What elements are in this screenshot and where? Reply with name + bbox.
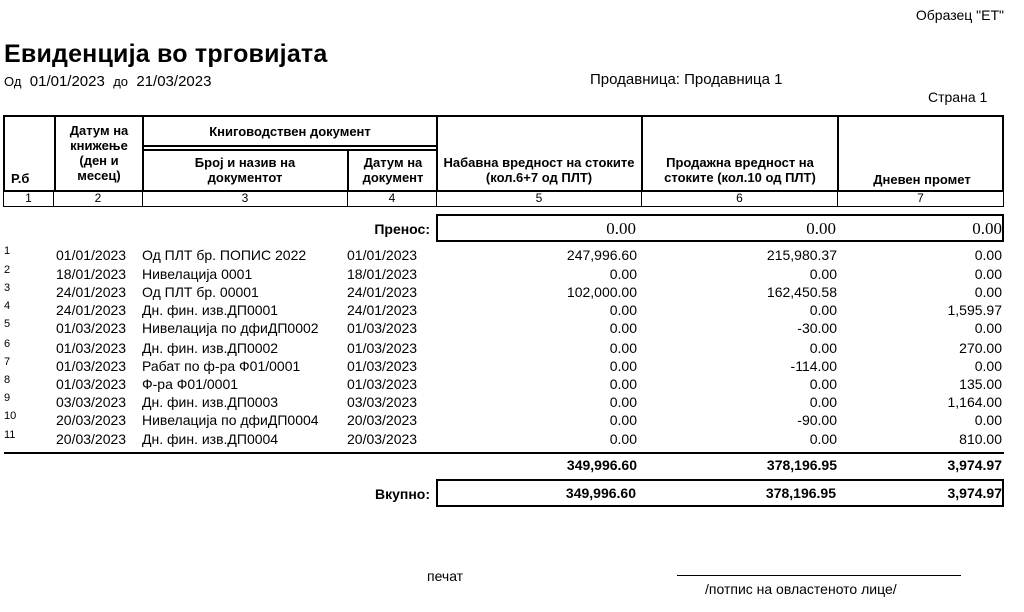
- cell-doc: Дн. фин. изв.ДП0002: [142, 340, 279, 356]
- period-from-label: Од: [4, 74, 22, 89]
- cell-sale: 215,980.37: [766, 247, 837, 263]
- table-header: [3, 115, 1004, 192]
- period-to: 21/03/2023: [136, 73, 212, 90]
- cell-date: 01/03/2023: [56, 376, 127, 392]
- cell-turnover: 1,595.97: [947, 302, 1002, 318]
- signature-line: [677, 575, 961, 576]
- cell-purchase: 0.00: [609, 302, 637, 318]
- cell-doc: Нивелација по дфиДП0004: [142, 412, 319, 428]
- cell-rb: 1: [4, 245, 11, 257]
- cell-rb: 10: [4, 410, 17, 422]
- grand-purchase: 349,996.60: [565, 485, 636, 501]
- total-sale: 378,196.95: [766, 457, 837, 473]
- carry-sale: 0.00: [806, 219, 836, 238]
- cell-doc-date: 24/01/2023: [347, 302, 418, 318]
- header-purchase-value: Набавна вредност на стоките (кол.6+7 од ПЛТ): [443, 155, 635, 185]
- table-row: [0, 340, 1024, 358]
- cell-purchase: 0.00: [609, 412, 637, 428]
- cell-purchase: 0.00: [609, 266, 637, 282]
- header-rb: Р.б: [11, 171, 30, 186]
- cell-doc: Од ПЛТ бр. 00001: [142, 284, 259, 300]
- cell-rb: 2: [4, 264, 11, 276]
- table-row: [0, 247, 1024, 265]
- cell-purchase: 0.00: [609, 340, 637, 356]
- cell-doc: Дн. фин. изв.ДП0004: [142, 431, 279, 447]
- cell-purchase: 102,000.00: [566, 284, 637, 300]
- cell-doc-date: 03/03/2023: [347, 394, 418, 410]
- cell-doc-date: 20/03/2023: [347, 431, 418, 447]
- header-doc-group: Книговодствен документ: [209, 124, 371, 139]
- period-from: 01/01/2023: [29, 73, 105, 90]
- cell-date: 18/01/2023: [56, 266, 127, 282]
- cell-rb: 8: [4, 374, 11, 386]
- cell-date: 01/03/2023: [56, 358, 127, 374]
- period-range: [4, 73, 211, 90]
- store-name: Продавница: Продавница 1: [590, 71, 783, 88]
- cell-turnover: 0.00: [974, 320, 1002, 336]
- cell-sale: -30.00: [797, 320, 837, 336]
- signature-label: /потпис на овластеното лице/: [705, 581, 897, 597]
- cell-turnover: 0.00: [974, 358, 1002, 374]
- header-turnover: Дневен промет: [873, 172, 971, 187]
- table-row: [0, 284, 1024, 302]
- table-row: [0, 376, 1024, 394]
- cell-rb: 11: [4, 429, 16, 441]
- cell-date: 01/01/2023: [56, 247, 127, 263]
- cell-date: 03/03/2023: [56, 394, 127, 410]
- cell-doc: Рабат по ф-ра Ф01/0001: [142, 358, 301, 374]
- cell-rb: 7: [4, 356, 11, 368]
- col-num-5: 5: [437, 190, 642, 207]
- totals-separator: [4, 452, 1004, 454]
- col-num-6: 6: [642, 190, 838, 207]
- stamp-label: печат: [427, 568, 464, 584]
- page-number: Страна 1: [928, 89, 988, 105]
- cell-turnover: 270.00: [959, 340, 1002, 356]
- cell-doc-date: 24/01/2023: [347, 284, 418, 300]
- cell-doc: Дн. фин. изв.ДП0001: [142, 302, 279, 318]
- cell-turnover: 0.00: [974, 284, 1002, 300]
- carry-label: Пренос:: [374, 221, 430, 237]
- cell-sale: 0.00: [809, 302, 837, 318]
- cell-date: 24/01/2023: [56, 302, 127, 318]
- total-turnover: 3,974.97: [947, 457, 1002, 473]
- cell-purchase: 0.00: [609, 431, 637, 447]
- cell-date: 01/03/2023: [56, 340, 127, 356]
- header-doc-no: Број и назив на документот: [194, 155, 296, 185]
- col-num-3: 3: [143, 190, 348, 207]
- col-num-1: 1: [4, 190, 54, 207]
- cell-doc-date: 01/03/2023: [347, 340, 418, 356]
- cell-doc-date: 01/03/2023: [347, 358, 418, 374]
- cell-doc-date: 01/03/2023: [347, 320, 418, 336]
- grand-total-box: [436, 479, 1004, 507]
- cell-purchase: 0.00: [609, 358, 637, 374]
- cell-purchase: 0.00: [609, 376, 637, 392]
- cell-rb: 5: [4, 318, 11, 330]
- cell-doc-date: 20/03/2023: [347, 412, 418, 428]
- table-row: [0, 358, 1024, 376]
- cell-turnover: 135.00: [959, 376, 1002, 392]
- cell-sale: 0.00: [809, 266, 837, 282]
- header-doc-date: Датум на документ: [362, 155, 424, 185]
- carry-turnover: 0.00: [972, 219, 1002, 238]
- cell-doc: Од ПЛТ бр. ПОПИС 2022: [142, 247, 307, 263]
- grand-sale: 378,196.95: [765, 485, 836, 501]
- form-code: Образец "ЕТ": [915, 7, 1004, 23]
- cell-doc-date: 01/01/2023: [347, 247, 418, 263]
- cell-date: 24/01/2023: [56, 284, 127, 300]
- cell-rb: 4: [4, 300, 11, 312]
- cell-date: 20/03/2023: [56, 431, 127, 447]
- header-date: Датум на книжење (ден и месец): [69, 123, 129, 183]
- total-purchase: 349,996.60: [566, 457, 637, 473]
- grand-turnover: 3,974.97: [947, 485, 1002, 501]
- cell-doc-date: 18/01/2023: [347, 266, 418, 282]
- cell-turnover: 0.00: [974, 412, 1002, 428]
- cell-rb: 3: [4, 282, 11, 294]
- cell-doc: Нивелација по дфиДП0002: [142, 320, 319, 336]
- cell-doc: Нивелација 0001: [142, 266, 253, 282]
- cell-rb: 6: [4, 338, 11, 350]
- cell-sale: 0.00: [809, 394, 837, 410]
- table-row: [0, 412, 1024, 430]
- table-row: [0, 431, 1024, 449]
- cell-doc: Дн. фин. изв.ДП0003: [142, 394, 279, 410]
- carry-box: [436, 214, 1004, 242]
- cell-turnover: 810.00: [959, 431, 1002, 447]
- cell-turnover: 0.00: [974, 266, 1002, 282]
- table-row: [0, 320, 1024, 338]
- cell-sale: 0.00: [809, 340, 837, 356]
- col-num-7: 7: [917, 191, 924, 205]
- cell-turnover: 1,164.00: [947, 394, 1002, 410]
- cell-turnover: 0.00: [974, 247, 1002, 263]
- cell-date: 20/03/2023: [56, 412, 127, 428]
- cell-purchase: 0.00: [609, 320, 637, 336]
- col-num-2: 2: [54, 190, 143, 207]
- report-title: Евиденција во трговијата: [4, 40, 328, 68]
- cell-purchase: 247,996.60: [566, 247, 637, 263]
- table-row: [0, 394, 1024, 412]
- cell-sale: 0.00: [809, 376, 837, 392]
- header-sale-value: Продажна вредност на стоките (кол.10 од ПЛТ): [664, 155, 816, 185]
- period-to-label: до: [113, 74, 129, 89]
- cell-doc: Ф-ра Ф01/0001: [142, 376, 239, 392]
- cell-sale: 0.00: [809, 431, 837, 447]
- column-numbers-row: [3, 190, 1004, 207]
- cell-sale: -114.00: [790, 358, 837, 374]
- cell-sale: 162,450.58: [766, 284, 837, 300]
- col-num-4: 4: [348, 190, 437, 207]
- carry-purchase: 0.00: [606, 219, 636, 238]
- cell-date: 01/03/2023: [56, 320, 127, 336]
- cell-doc-date: 01/03/2023: [347, 376, 418, 392]
- cell-rb: 9: [4, 392, 11, 404]
- table-row: [0, 302, 1024, 320]
- cell-sale: -90.00: [797, 412, 837, 428]
- table-row: [0, 266, 1024, 284]
- cell-purchase: 0.00: [609, 394, 637, 410]
- grand-total-label: Вкупно:: [374, 486, 430, 502]
